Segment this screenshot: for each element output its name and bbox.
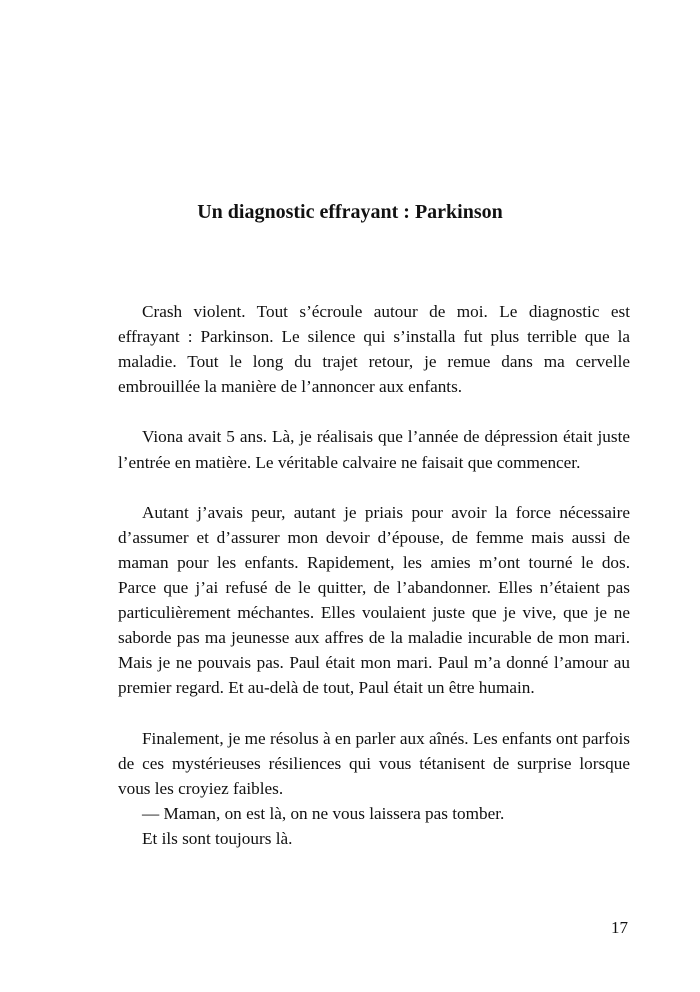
page-number: 17 (611, 918, 628, 937)
chapter-body (118, 299, 630, 851)
paragraph-children: Finalement, je me résolus à en parler aux aînés. Les enfants ont parfois de ces mystérieuses résiliences qui vous tétanisent de surprise lorsque vous les croyiez faibles. (118, 728, 630, 798)
paragraph-viona: Viona avait 5 ans. Là, je réalisais que l’année de dépression était juste l’entrée en matière. Le véritable calvaire ne faisait que commencer. (118, 427, 630, 472)
dialogue-line: — Maman, on est là, on ne vous laissera pas tomber. (142, 803, 505, 823)
closing-line: Et ils sont toujours là. (142, 828, 293, 848)
chapter-title: Un diagnostic effrayant : Parkinson (197, 201, 503, 223)
paragraph-friends: Autant j’avais peur, autant je priais pour avoir la force nécessaire d’assumer et d’assurer mon devoir d’épouse, de femme mais aussi de maman pour les enfants. Rapidement, les amies m’ont tourné le dos. Parce que j’ai refusé de le quitter, de l’abandonner. Elles n’étaient pas particulièrement méchantes. Elles voulaient juste que je vive, que je ne saborde pas ma jeunesse aux affres de la maladie incurable de mon mari. Mais je ne pouvais pas. Paul était mon mari. Paul m’a donné l’amour au premier regard. Et au-delà de tout, Paul était un être humain. (118, 502, 630, 698)
paragraph-diagnosis: Crash violent. Tout s’écroule autour de moi. Le diagnostic est effrayant : Parkinson. Le silence qui s’installa fut plus terrible que la maladie. Tout le long du trajet retour, je remue dans ma cervelle embrouillée la manière de l’annoncer aux enfants. (118, 302, 630, 397)
